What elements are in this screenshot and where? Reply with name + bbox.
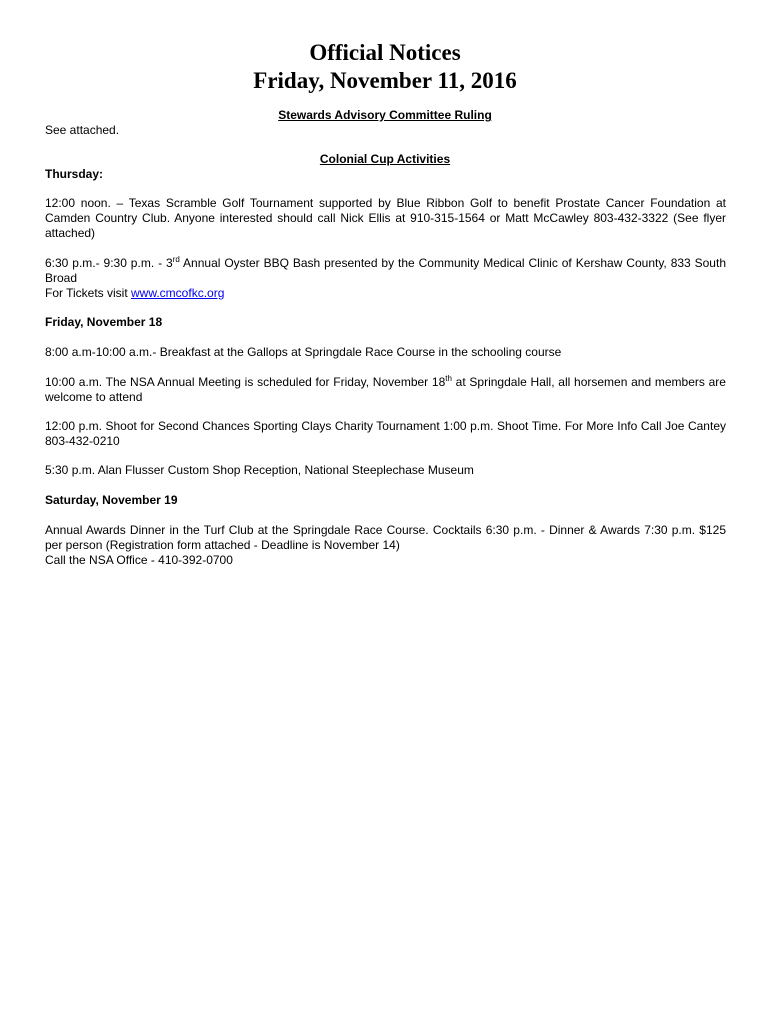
tickets-label: For Tickets visit [45,286,132,300]
oyster-item-text-start: 6:30 p.m.- 9:30 p.m. - 3 [45,256,173,270]
document-title: Official Notices [309,40,461,65]
meeting-item-text-end: at Springdale Hall, all horsemen and members are welcome to attend [45,375,726,404]
saturday-dinner-item: Annual Awards Dinner in the Turf Club at the Springdale Race Course. Cocktails 6:30 p.m. - Dinner & Awards 7:30 p.m. $125 per person (Registration form attached - Deadline is November 14) [45,523,726,552]
thursday-golf-item: 12:00 noon. – Texas Scramble Golf Tournament supported by Blue Ribbon Golf to benefit Prostate Cancer Foundation at Camden Country Club. Anyone interested should call Nick Ellis at 910-315-1564 or Matt McCawley 803-432-3322 (See flyer attached) [45,196,726,240]
stewards-heading: Stewards Advisory Committee Ruling [278,108,492,122]
thursday-heading: Thursday: [45,167,104,181]
document-date: Friday, November 11, 2016 [253,68,517,93]
ordinal-suffix: th [445,374,452,383]
ordinal-suffix: rd [172,255,180,264]
stewards-note: See attached. [45,123,120,137]
friday-breakfast-item: 8:00 a.m-10:00 a.m.- Breakfast at the Gallops at Springdale Race Course in the schooling course [45,345,562,359]
saturday-heading: Saturday, November 19 [45,493,178,507]
oyster-item-text-end: Annual Oyster BBQ Bash presented by the Community Medical Clinic of Kershaw County, 833 South Broad [45,256,726,285]
friday-heading: Friday, November 18 [45,315,163,329]
saturday-contact-item: Call the NSA Office - 410-392-0700 [45,553,233,567]
colonial-cup-heading: Colonial Cup Activities [319,152,451,166]
tickets-link[interactable]: www.cmcofkc.org [131,286,225,300]
friday-shoot-item: 12:00 p.m. Shoot for Second Chances Sporting Clays Charity Tournament 1:00 p.m. Shoot Time. For More Info Call Joe Cantey 803-432-0210 [45,419,726,448]
tickets-line [45,286,726,301]
friday-reception-item: 5:30 p.m. Alan Flusser Custom Shop Reception, National Steeplechase Museum [45,463,474,477]
thursday-oyster-item [45,256,726,286]
meeting-item-text-start: 10:00 a.m. The NSA Annual Meeting is scheduled for Friday, November 18 [45,375,446,389]
friday-meeting-item [45,375,726,405]
